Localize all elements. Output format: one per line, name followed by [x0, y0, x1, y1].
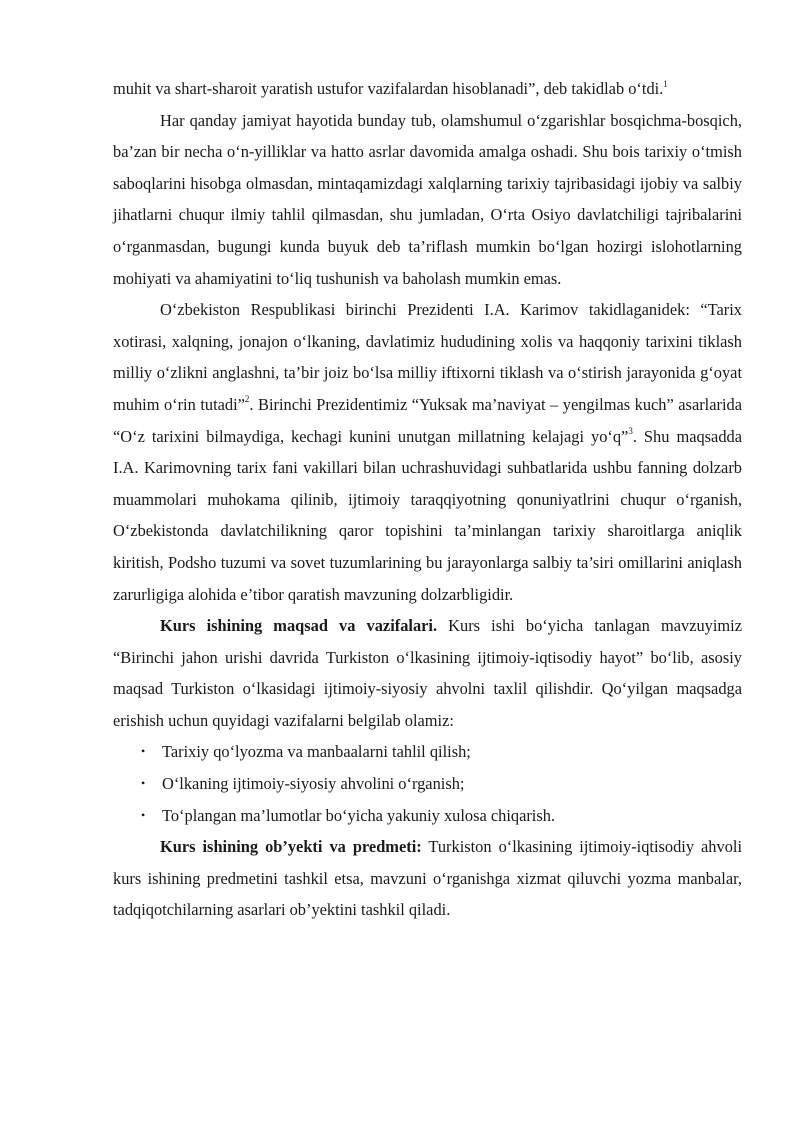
footnote-marker: 1: [663, 78, 668, 89]
bullet-icon: •: [141, 744, 146, 759]
paragraph-text: Turkiston o‘lkasining ijtimoiy-iqtisodiy ahvoli kurs ishining predmetini tashkil etsa, mavzuni o‘rganishga xizmat qiluvchi yozma manbalar, tadqiqotchilarning asarlari ob’yektini tashkil qiladi.: [113, 837, 743, 920]
paragraph-object-subject: [113, 831, 742, 926]
paragraph-text: Kurs ishi bo‘yicha tanlagan mavzuyimiz “Birinchi jahon urishi davrida Turkiston o‘lkasining ijtimoiy-iqtisodiy hayot” bo‘lib, asosiy maqsad Turkiston o‘lkasidagi ijtimoiy-siyosiy ahvolni taxlil qilishdir. Qo‘yilgan maqsadga erishish uchun quyidagi vazifalarni belgilab olamiz:: [113, 616, 742, 730]
list-item: [113, 800, 742, 832]
list-item: [113, 736, 742, 768]
paragraph-continuation: [113, 73, 742, 105]
list-item: [113, 768, 742, 800]
task-list: [113, 736, 742, 831]
footnote-marker: 2: [244, 394, 250, 405]
footnote-marker: 3: [628, 426, 633, 437]
list-item-text: Tarixiy qo‘lyozma va manbaalarni tahlil qilish;: [162, 742, 471, 762]
list-item-text: To‘plangan ma’lumotlar bo‘yicha yakuniy xulosa chiqarish.: [162, 805, 556, 825]
document-page: [113, 73, 742, 926]
paragraph-text: O‘zbekiston Respublikasi birinchi Prezidenti I.A. Karimov takidlaganidek: “Tarix xotirasi, xalqning, jonajon o‘lkaning, davlatimiz hududining xolis va haqqoniy tarixini tiklash milliy o‘zlikni anglashni, ta’bir joiz bo‘lsa milliy iftixorni tiklash va o‘stirish jarayonida g‘oyat muhim o‘rin tutadi”: [113, 300, 742, 414]
paragraph-karimov-quote: [113, 294, 742, 610]
paragraph-text: . Shu maqsadda I.A. Karimovning tarix fani vakillari bilan uchrashuvidagi suhbatlarida ushbu fanning dolzarb muammolari muhokama qilinib, ijtimoiy taraqqiyotning qonuniyatlrini chuqur o‘rganish, O‘zbekistonda davlatchilikning qaror topishini ta’minlangan tarixiy sharoitlarga aniqlik kiritish, Podsho tuzumi va sovet tuzumlarining bu jarayonlarga salbiy ta’siri omillarini aniqlash zarurligiga alohida e’tibor qaratish mavzuning dolzarbligidir.: [113, 426, 742, 604]
paragraph-goals: [113, 610, 742, 736]
paragraph-text: muhit va shart-sharoit yaratish ustufor vazifalardan hisoblanadi”, deb takidlab o‘tdi.: [113, 79, 664, 98]
bullet-icon: •: [141, 776, 146, 791]
paragraph-historical-context: Har qanday jamiyat hayotida bunday tub, olamshumul o‘zgarishlar bosqichma-bosqich, ba’zan bir necha o‘n-yilliklar va hatto asrlar davomida amalga oshadi. Shu bois tarixiy o‘tmish saboqlarini hisobga olmasdan, mintaqamizdagi xalqlarning tarixiy tajribasidagi ijobiy va salbiy jihatlarni chuqur ilmiy tahlil qilmasdan, shu jumladan, O‘rta Osiyo davlatchiligi tajribalarini o‘rganmasdan, bugungi kunda buyuk deb ta’riflash mumkin bo‘lgan hozirgi islohotlarning mohiyati va ahamiyatini to‘liq tushunish va baholash mumkin emas.: [113, 110, 742, 288]
section-heading: Kurs ishining maqsad va vazifalari.: [160, 616, 438, 636]
list-item-text: O‘lkaning ijtimoiy-siyosiy ahvolini o‘rganish;: [162, 774, 465, 794]
section-heading: Kurs ishining ob’yekti va predmeti:: [160, 837, 422, 857]
paragraph-text: . Birinchi Prezidentimiz “Yuksak ma’naviyat – yengilmas kuch” asarlarida “O‘z tarixini bilmaydiga, kechagi kunini unutgan millatning kelajagi yo‘q”: [113, 394, 742, 446]
bullet-icon: •: [141, 807, 146, 822]
